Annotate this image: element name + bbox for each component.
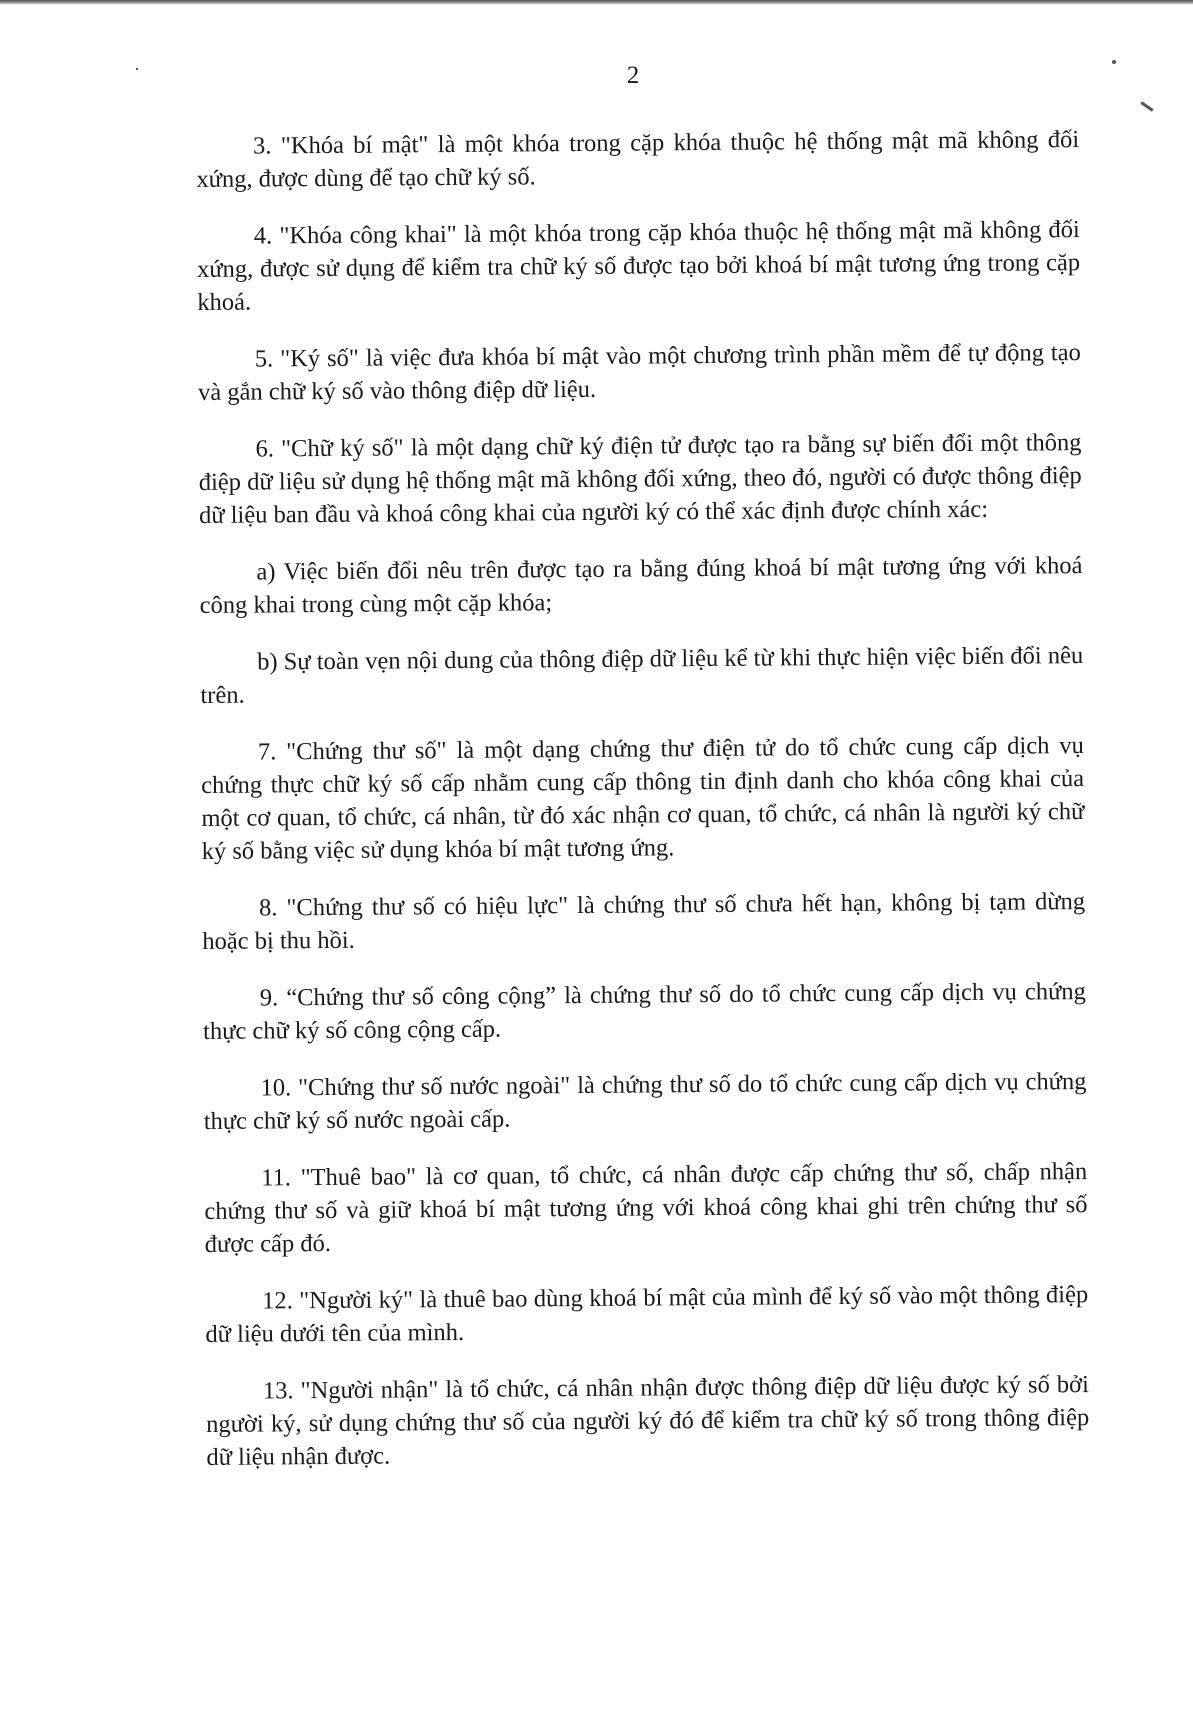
definition-paragraph: 10. "Chứng thư số nước ngoài" là chứng thư số do tổ chức cung cấp dịch vụ chứng thực chữ ký số nước ngoài cấp. — [203, 1068, 1087, 1135]
definition-paragraph: 5. "Ký số" là việc đưa khóa bí mật vào một chương trình phần mềm để tự động tạo và gắn chữ ký số vào thông điệp dữ liệu. — [197, 339, 1081, 406]
definition-paragraph: 3. "Khóa bí mật" là một khóa trong cặp khóa thuộc hệ thống mật mã không đối xứng, được dùng để tạo chữ ký số. — [196, 126, 1080, 193]
scan-top-edge — [0, 0, 1193, 5]
sub-clause-paragraph: b) Sự toàn vẹn nội dung của thông điệp dữ liệu kể từ khi thực hiện việc biến đổi nêu trên. — [200, 642, 1084, 709]
definition-paragraph: 7. "Chứng thư số" là một dạng chứng thư điện tử do tổ chức cung cấp dịch vụ chứng thực chữ ký số cấp nhằm cung cấp thông tin định danh cho khóa công khai của một cơ quan, tổ chức, cá nhân, từ đó xác nhận cơ quan, tổ chức, cá nhân là người ký chữ ký số bằng việc sử dụng khóa bí mật tương ứng. — [201, 732, 1085, 865]
definition-paragraph: 8. "Chứng thư số có hiệu lực" là chứng thư số chưa hết hạn, không bị tạm dừng hoặc bị thu hồi. — [202, 888, 1086, 955]
sub-clause-paragraph: a) Việc biến đổi nêu trên được tạo ra bằng đúng khoá bí mật tương ứng với khoá công khai trong cùng một cặp khóa; — [199, 552, 1083, 619]
definition-paragraph: 11. "Thuê bao" là cơ quan, tổ chức, cá nhân được cấp chứng thư số, chấp nhận chứng thư số và giữ khoá bí mật tương ứng với khoá công khai ghi trên chứng thư số được cấp đó. — [204, 1158, 1088, 1258]
definition-paragraph: 13. "Người nhận" là tổ chức, cá nhân nhận được thông điệp dữ liệu được ký số bởi người ký, sử dụng chứng thư số của người ký đó để kiểm tra chữ ký số trong thông điệp dữ liệu nhận được. — [206, 1371, 1090, 1471]
document-body — [196, 123, 1090, 1498]
definition-paragraph: 9. “Chứng thư số công cộng” là chứng thư số do tổ chức cung cấp dịch vụ chứng thực chữ ký số công cộng cấp. — [202, 978, 1086, 1045]
definition-paragraph: 4. "Khóa công khai" là một khóa trong cặp khóa thuộc hệ thống mật mã không đối xứng, được sử dụng để kiểm tra chữ ký số được tạo bởi khoá bí mật tương ứng trong cặp khoá. — [196, 216, 1081, 316]
definition-paragraph: 6. "Chữ ký số" là một dạng chữ ký điện tử được tạo ra bằng sự biến đổi một thông điệp dữ liệu sử dụng hệ thống mật mã không đối xứng, theo đó, người có được thông điệp dữ liệu ban đầu và khoá công khai của người ký có thể xác định được chính xác: — [198, 429, 1082, 529]
page-number: 2 — [626, 62, 640, 89]
definition-paragraph: 12. "Người ký" là thuê bao dùng khoá bí mật của mình để ký số vào một thông điệp dữ liệu dưới tên của mình. — [205, 1281, 1089, 1348]
scan-artifact-mark — [1140, 101, 1153, 111]
